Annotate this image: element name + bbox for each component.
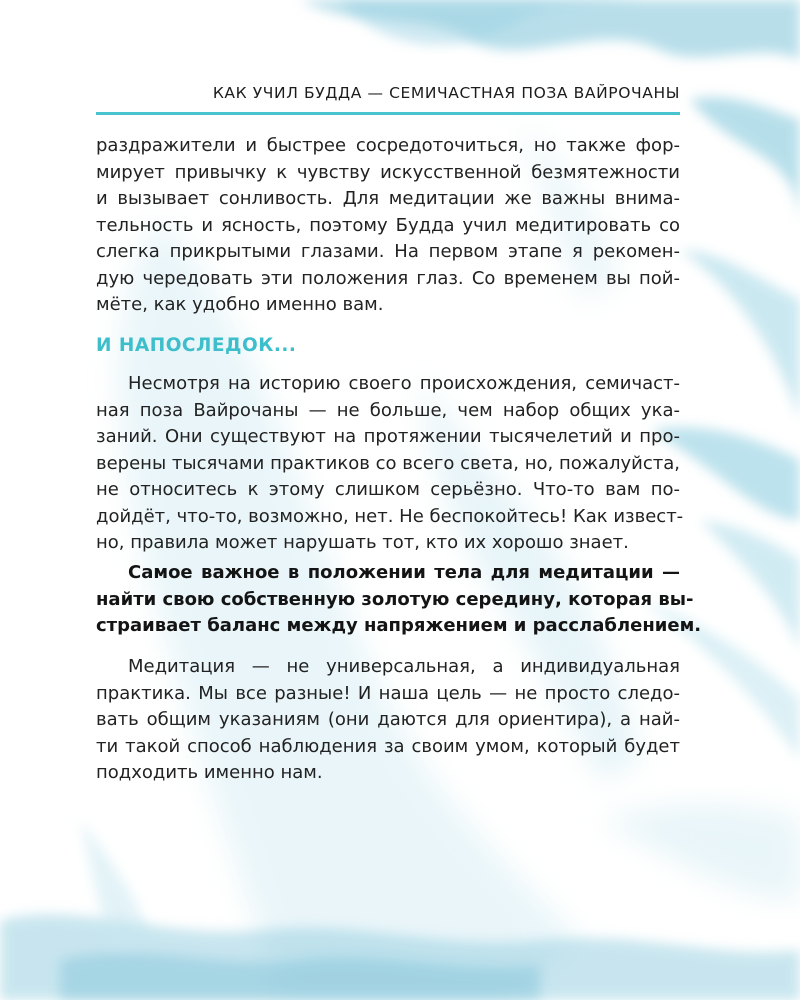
text-line: верены тысячами практиков со всего света, но, пожалуйста, <box>96 452 680 474</box>
paragraph-2 <box>96 371 684 557</box>
running-header: КАК УЧИЛ БУДДА — СЕМИЧАСТНАЯ ПОЗА ВАЙРОЧАНЫ <box>212 84 680 102</box>
paragraph-3 <box>96 654 680 787</box>
text-line: вать общим указаниям (они даются для ориентира), а най- <box>96 709 680 730</box>
text-line: и вызывает сонливость. Для медитации же важны внима- <box>96 188 680 209</box>
text-line: дую чередовать эти положения глаз. Со временем вы пой- <box>96 267 680 289</box>
text-line: подходить именно нам. <box>96 762 323 783</box>
text-line: раздражители и быстрее сосредоточиться, но также фор- <box>96 135 680 156</box>
text-line: ти такой способ наблюдения за своим умом, который будет <box>96 735 680 757</box>
text-line: слегка прикрытыми глазами. На первом этапе я рекомен- <box>96 241 680 262</box>
highlight-paragraph <box>96 560 702 640</box>
header-rule <box>96 112 680 115</box>
text-line: практика. Мы все разные! И наша цель — не просто следо- <box>96 682 680 704</box>
text-line: страивает баланс между напряжением и расслаблением. <box>96 615 702 636</box>
text-line: мёте, как удобно именно вам. <box>96 294 384 315</box>
text-line: мирует привычку к чувству искусственной безмятежности <box>96 161 680 183</box>
section-heading: И НАПОСЛЕДОК... <box>96 335 297 356</box>
text-line: дойдёт, что-то, возможно, нет. Не беспокойтесь! Как извест- <box>96 505 684 527</box>
text-line: Медитация — не универсальная, а индивидуальная <box>128 656 680 677</box>
text-line: но, правила может нарушать тот, кто их хорошо знает. <box>96 532 629 553</box>
text-line: ная поза Вайрочаны — не больше, чем набор общих ука- <box>96 399 680 421</box>
text-line: не относитесь к этому слишком серьёзно. Что-то вам по- <box>96 479 680 500</box>
text-line: Несмотря на историю своего происхождения, семичаст- <box>128 373 680 394</box>
text-line: Самое важное в положении тела для медитации — <box>128 562 680 583</box>
text-line: тельность и ясность, поэтому Будда учил медитировать со <box>96 214 680 236</box>
text-line: заний. Они существуют на протяжении тысячелетий и про- <box>96 426 680 447</box>
text-line: найти свою собственную золотую середину, которая вы- <box>96 588 694 610</box>
paragraph-1 <box>96 133 680 319</box>
